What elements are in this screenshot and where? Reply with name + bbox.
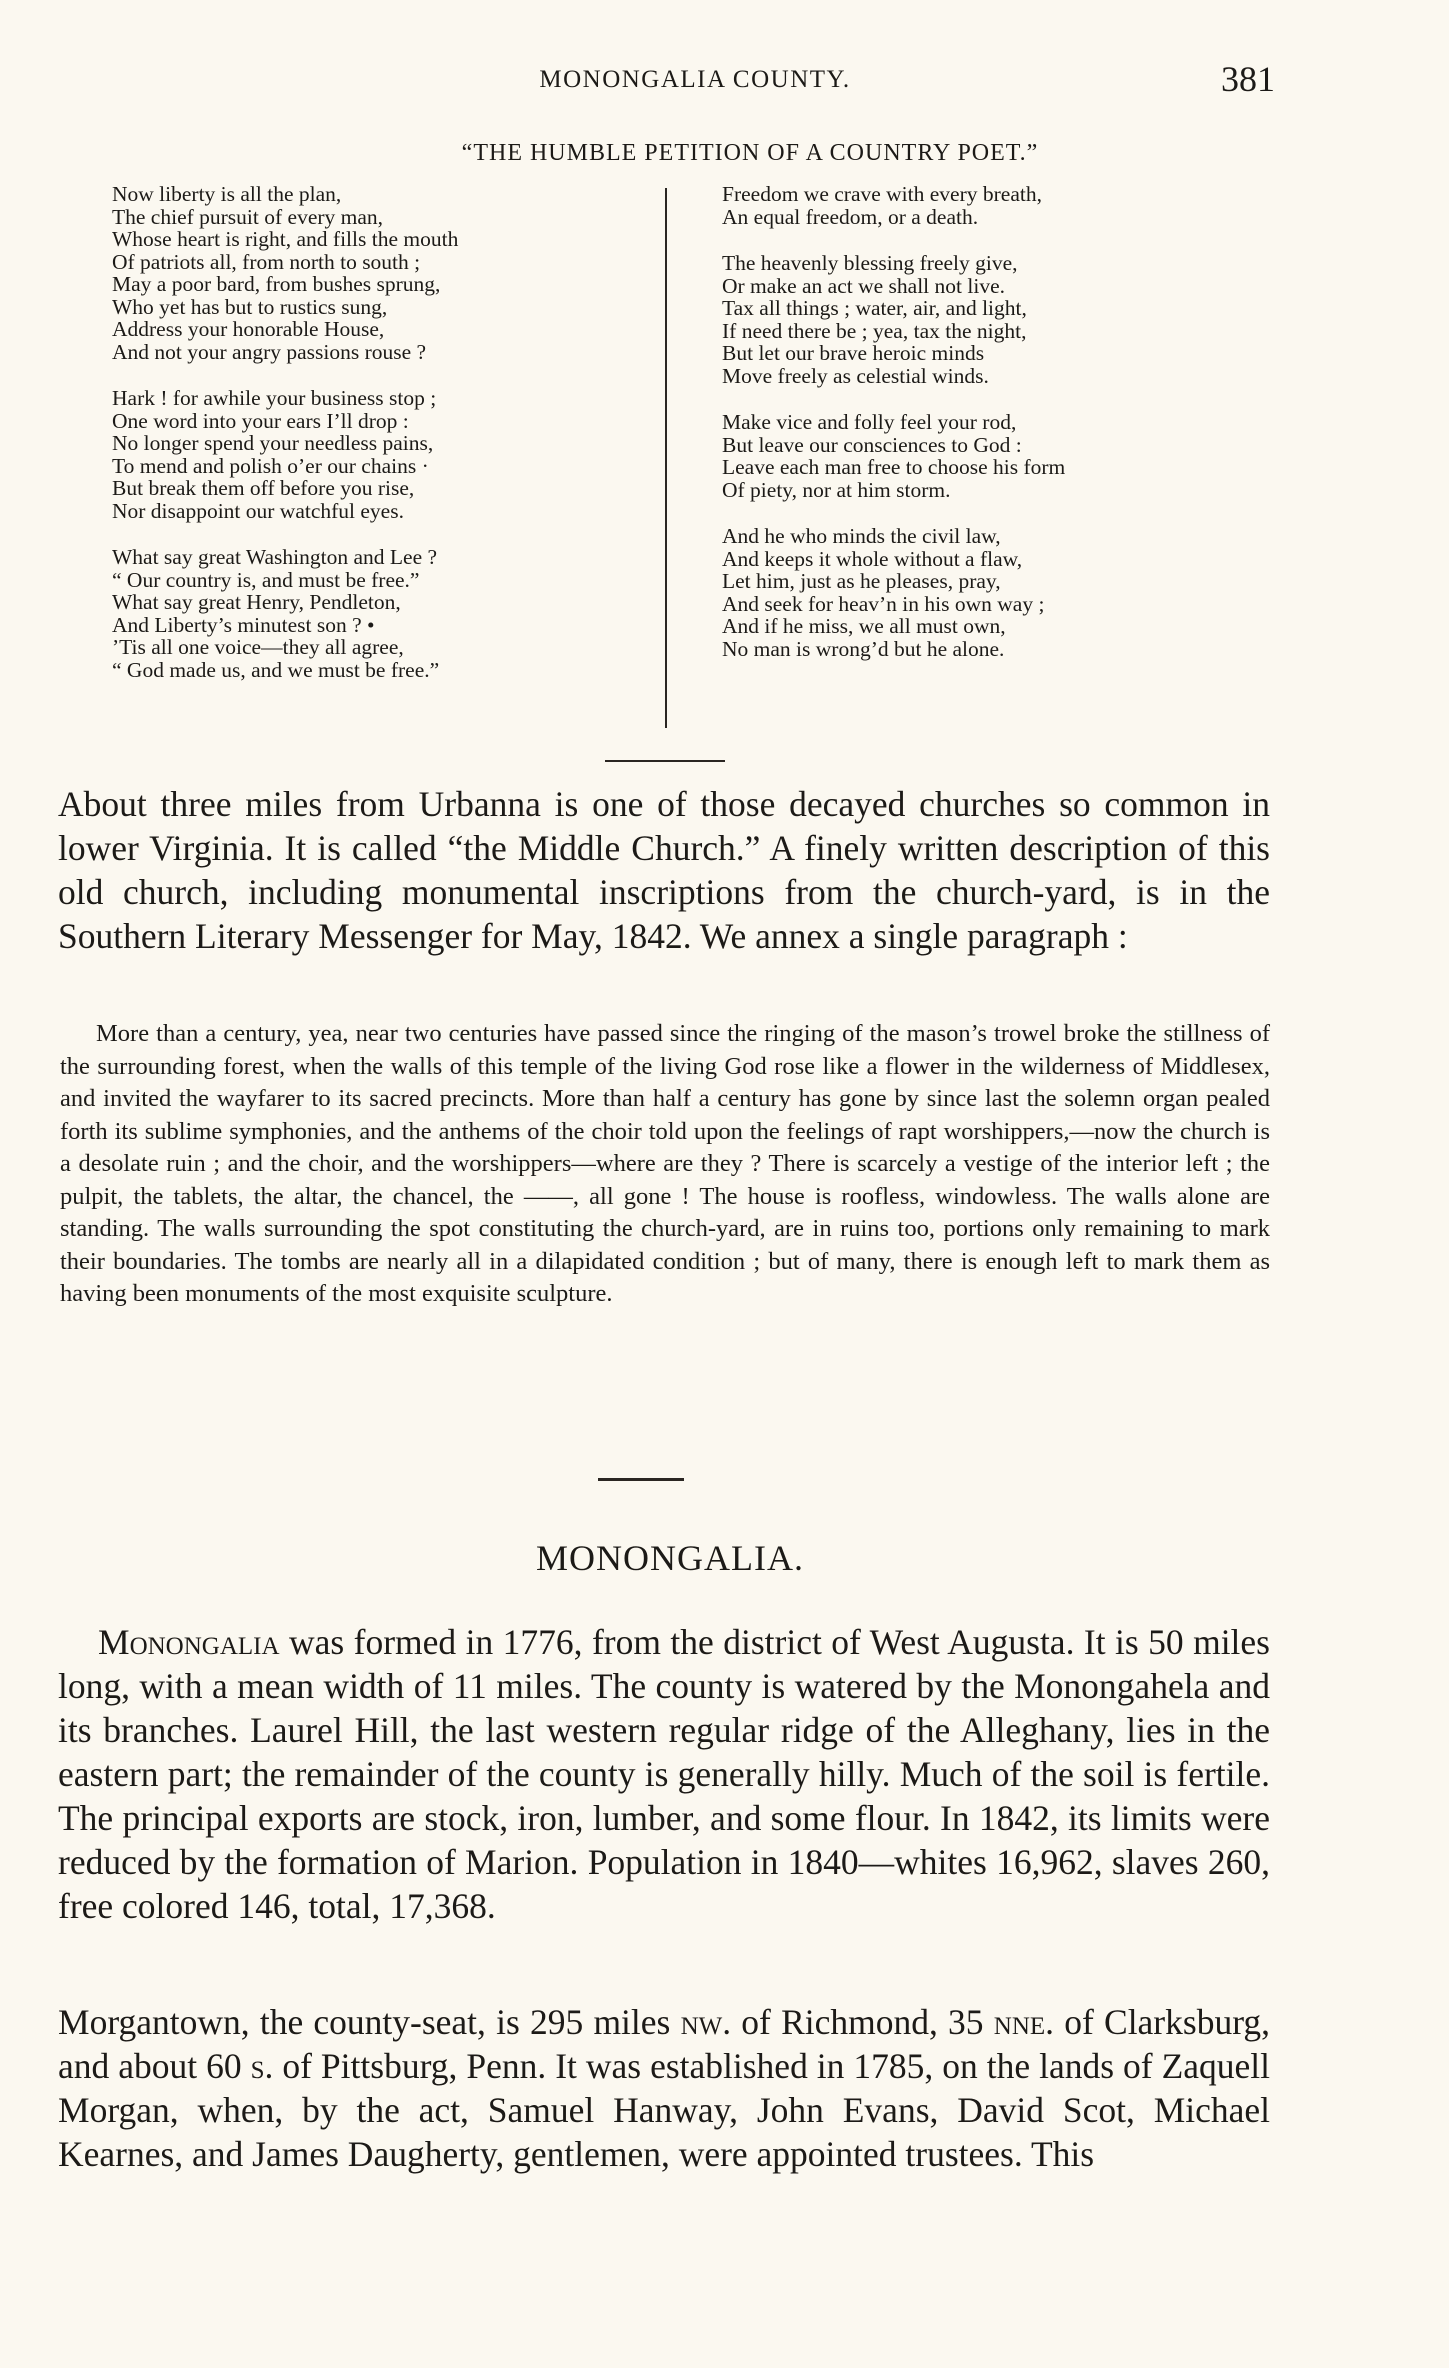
- poem-line: But leave our consciences to God :: [722, 432, 1022, 457]
- poem-title: “THE HUMBLE PETITION OF A COUNTRY POET.”: [461, 140, 1039, 166]
- poem-line: No longer spend your needless pains,: [112, 431, 434, 455]
- poem-line: Nor disappoint our watchful eyes.: [112, 498, 404, 523]
- poem-line: Of patriots all, from north to south ;: [112, 249, 421, 274]
- poem-stanza: [112, 183, 652, 363]
- poem-line: What say great Henry, Pendleton,: [112, 590, 401, 614]
- intro-paragraph: About three miles from Urbanna is one of those decayed churches so common in lower Virginia. It is called “the Middle Church.” A finely written description of this old church, including monumental inscriptions from the church-yard, is in the Southern Literary Messenger for May, 1842. We annex a single paragraph :: [58, 784, 1270, 956]
- poem-stanza: [722, 183, 1262, 228]
- county-name-lead: Monongalia: [98, 1622, 280, 1662]
- county-description-text: was formed in 1776, from the district of West Augusta. It is 50 miles long, with a mean width of 11 miles. The county is watered by the Monongahela and its branches. Laurel Hill, the last western regular ridge of the Alleghany, lies in the eastern part; the remainder of the county is generally hilly. Much of the soil is fertile. The principal exports are stock, iron, lumber, and some flour. In 1842, its limits were reduced by the formation of Marion. Population in 1840—whites 16,962, slaves 260, free colored 146, total, 17,368.: [58, 1622, 1270, 1926]
- poem-line: Move freely as celestial winds.: [722, 363, 989, 388]
- poem-line: And Liberty’s minutest son ? •: [112, 612, 375, 637]
- poem-line: And keeps it whole without a flaw,: [722, 546, 1023, 571]
- direction-abbrev: nw.: [680, 2002, 732, 2042]
- poem-line: And he who minds the civil law,: [722, 524, 1001, 548]
- poem-line: One word into your ears I’ll drop :: [112, 408, 409, 433]
- direction-abbrev: nne.: [993, 2002, 1055, 2042]
- poem-line: No man is wrong’d but he alone.: [722, 636, 1005, 661]
- quoted-paragraph: More than a century, yea, near two centuries have passed since the ringing of the mason’s trowel broke the stillness of the surrounding forest, when the walls of this temple of the living God rose like a flower in the wilderness of Middlesex, and invited the wayfarer to its sacred precincts. More than half a century has gone by since last the solemn organ pealed forth its sublime symphonies, and the anthems of the choir told upon the feelings of rapt worshippers,—now the church is a desolate ruin ; and the choir, and the worshippers—where are they ? There is scarcely a vestige of the interior left ; the pulpit, the tablets, the altar, the chancel, the ——, all gone ! The house is roofless, windowless. The walls alone are standing. The walls surrounding the spot constituting the church-yard, are in ruins too, portions only remaining to mark their boundaries. The tombs are nearly all in a dilapidated condition ; but of many, there is enough left to mark them as having been monuments of the most exquisite sculpture.: [60, 1020, 1270, 1307]
- poem-line: And not your angry passions rouse ?: [112, 339, 427, 364]
- poem-line: Who yet has but to rustics sung,: [112, 294, 388, 319]
- poem-right-column: [722, 183, 1262, 684]
- poem-line: Address your honorable House,: [112, 317, 385, 341]
- poem-line: “ God made us, and we must be free.”: [112, 657, 440, 682]
- poem-line: Of piety, nor at him storm.: [722, 477, 951, 502]
- poem-stanza: [722, 525, 1262, 660]
- poem-stanza: [722, 252, 1262, 387]
- poem-line: The heavenly blessing freely give,: [722, 251, 1018, 275]
- poem-end-rule: [605, 760, 725, 762]
- poem-line: To mend and polish o’er our chains ·: [112, 453, 429, 478]
- poem-line: Or make an act we shall not live.: [722, 273, 1005, 298]
- poem-line: ’Tis all one voice—they all agree,: [112, 635, 404, 659]
- page-number: 381: [1221, 59, 1275, 99]
- running-head: MONONGALIA COUNTY.: [539, 66, 851, 93]
- poem-line: And seek for heav’n in his own way ;: [722, 591, 1045, 616]
- poem-stanza: [112, 546, 652, 681]
- poem-line: Let him, just as he pleases, pray,: [722, 569, 1001, 593]
- poem-line: And if he miss, we all must own,: [722, 614, 1006, 638]
- poem-line: If need there be ; yea, tax the night,: [722, 318, 1027, 343]
- section-divider: [598, 1478, 684, 1481]
- column-divider: [665, 188, 667, 728]
- poem-line: Freedom we crave with every breath,: [722, 182, 1042, 206]
- poem-line: Whose heart is right, and fills the mouth: [112, 227, 459, 251]
- county-seat-paragraph: Morgantown, the county-seat, is 295 miles nw. of Richmond, 35 nne. of Clarksburg, and about 60 s. of Pittsburg, Penn. It was established in 1785, on the lands of Zaquell Morgan, when, by the act, Samuel Hanway, John Evans, David Scot, Michael Kearnes, and James Daugherty, gentlemen, were appointed trustees. This: [58, 2002, 1270, 2174]
- poem-left-column: [112, 183, 652, 705]
- poem-line: Make vice and folly feel your rod,: [722, 410, 1017, 434]
- poem-line: An equal freedom, or a death.: [722, 204, 979, 229]
- direction-abbrev: s.: [250, 2046, 274, 2086]
- poem-line: But break them off before you rise,: [112, 476, 415, 500]
- poem-line: What say great Washington and Lee ?: [112, 545, 438, 569]
- poem-line: Now liberty is all the plan,: [112, 182, 342, 206]
- poem-line: But let our brave heroic minds: [722, 341, 985, 365]
- poem-line: Tax all things ; water, air, and light,: [722, 296, 1027, 320]
- poem-line: The chief pursuit of every man,: [112, 204, 384, 229]
- poem-stanza: [112, 387, 652, 522]
- poem-line: Hark ! for awhile your business stop ;: [112, 386, 437, 410]
- poem-stanza: [722, 411, 1262, 501]
- poem-line: May a poor bard, from bushes sprung,: [112, 272, 441, 296]
- section-title: MONONGALIA.: [536, 1538, 804, 1578]
- poem-line: Leave each man free to choose his form: [722, 455, 1066, 479]
- county-description-paragraph: [58, 1620, 1270, 1928]
- poem-line: “ Our country is, and must be free.”: [112, 567, 420, 592]
